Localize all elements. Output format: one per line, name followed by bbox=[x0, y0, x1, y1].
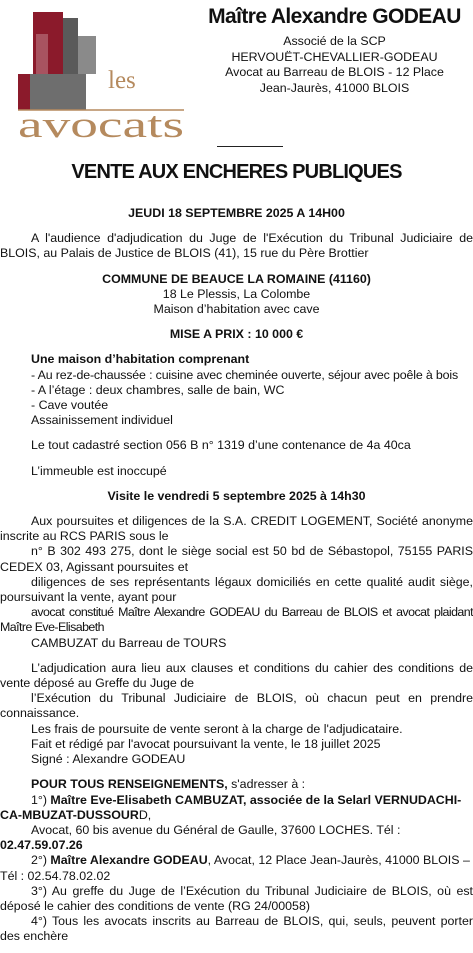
poursuites-p5: CAMBUZAT du Barreau de TOURS bbox=[31, 635, 227, 650]
description-heading: Une maison d’habitation comprenant bbox=[31, 352, 250, 367]
property-description bbox=[0, 352, 473, 478]
logo-word-les: les bbox=[108, 67, 136, 94]
contact-1 bbox=[0, 793, 473, 823]
conditions-p4: Fait et rédigé par l'avocat poursuivant la vente, le 18 juillet 2025 bbox=[31, 736, 381, 751]
property-address: 18 Le Plessis, La Colombe bbox=[162, 286, 311, 301]
starting-price: MISE A PRIX : 10 000 € bbox=[169, 327, 304, 342]
header-line-1: Associé de la SCP bbox=[283, 34, 386, 48]
contact-2-name: Maître Alexandre GODEAU bbox=[50, 853, 208, 868]
description-item: - A l’étage : deux chambres, salle de bain, WC bbox=[31, 382, 285, 397]
contact-3: 3°) Au greffe du Juge de l’Exécution du Tribunal Judiciaire de BLOIS, où est déposé le cahier des conditions de vente (RG 24/00058) bbox=[0, 883, 473, 913]
header-line-3: Avocat au Barreau de BLOIS - 12 Place bbox=[225, 65, 444, 79]
logo-light-bar bbox=[78, 36, 96, 74]
poursuites-p2: n° B 302 493 275, dont le siège social est 50 bd de Sébastopol, 75155 PARIS CEDEX 03, Agissant poursuites et bbox=[0, 544, 473, 574]
header-line-4: Jean-Jaurès, 41000 BLOIS bbox=[259, 80, 410, 95]
contact-1-number: 1°) bbox=[31, 792, 51, 807]
poursuites-p3: diligences de ses représentants légaux domiciliés en cette qualité audit siège, poursuivant la vente, ayant pour bbox=[0, 574, 473, 605]
conditions-p2: l’Exécution du Tribunal Judiciaire de BLOIS, où chacun peut en prendre connaissance. bbox=[0, 691, 473, 721]
cadastre-line: Le tout cadastré section 056 B n° 1319 d’une contenance de 4a 40ca bbox=[31, 438, 411, 453]
contact-1-suffix: D, bbox=[138, 807, 152, 822]
conditions-p3: Les frais de poursuite de vente seront à la charge de l'adjudicataire. bbox=[31, 721, 403, 736]
logo-word-avocats: avocats bbox=[18, 105, 184, 142]
header-line-2: HERVOUËT-CHEVALLIER-GODEAU bbox=[231, 49, 438, 64]
occupation-line: L’immeuble est inoccupé bbox=[31, 463, 167, 478]
renseignements-heading bbox=[0, 777, 473, 792]
property-type: Maison d’habitation avec cave bbox=[153, 302, 320, 317]
contact-1-name: Maître Eve-Elisabeth CAMBUZAT, associée de la Selarl VERNUDACHI-CA-MBUZAT-DUSSOUR bbox=[0, 792, 462, 822]
contact-2-number: 2°) bbox=[31, 853, 51, 868]
contact-2 bbox=[0, 853, 473, 883]
audience-paragraph: A l'audience d'adjudication du Juge de l'Exécution du Tribunal Judiciaire de BLOIS, au Palais de Justice de BLOIS (41), 15 rue du Père Brottier bbox=[0, 231, 473, 261]
visit-line: Visite le vendredi 5 septembre 2025 à 14h30 bbox=[107, 488, 366, 503]
divider bbox=[217, 146, 283, 147]
logo-gray-bar bbox=[63, 18, 78, 74]
description-item: - Cave voutée bbox=[31, 398, 109, 413]
notice-body bbox=[0, 206, 473, 945]
conditions-p1: L’adjudication aura lieu aux clauses et conditions du cahier des conditions de vente déposé au Greffe du Juge de bbox=[0, 660, 473, 691]
renseignements-title: POUR TOUS RENSEIGNEMENTS, bbox=[31, 777, 228, 792]
notice-title: VENTE AUX ENCHERES PUBLIQUES bbox=[71, 161, 402, 183]
conditions-p5: Signé : Alexandre GODEAU bbox=[31, 752, 186, 767]
description-item: Assainissement individuel bbox=[31, 413, 173, 428]
auction-date: JEUDI 18 SEPTEMBRE 2025 A 14H00 bbox=[128, 206, 345, 220]
contact-1-phone: 02.47.59.07.26 bbox=[0, 838, 83, 853]
contact-2-details: , Avocat, 12 Place Jean-Jaurès, 41000 BLOIS – Tél : 02.54.78.02.02 bbox=[0, 853, 470, 883]
contact-4: 4°) Tous les avocats inscrits au Barreau de BLOIS, qui, seuls, peuvent porter des enchère bbox=[0, 914, 473, 944]
commune-name: COMMUNE DE BEAUCE LA ROMAINE (41160) bbox=[102, 271, 371, 286]
contact-1-address bbox=[0, 823, 473, 853]
contact-1-address-text: Avocat, 60 bis avenue du Général de Gaulle, 37600 LOCHES. Tél : bbox=[31, 822, 401, 837]
les-avocats-logo bbox=[16, 6, 186, 142]
renseignements-suffix: s'adresser à : bbox=[227, 777, 306, 792]
poursuites-p1: Aux poursuites et diligences de la S.A. CREDIT LOGEMENT, Société anonyme inscrite au RCS PARIS sous le bbox=[0, 514, 473, 544]
description-item: - Au rez-de-chaussée : cuisine avec cheminée ouverte, séjour avec poêle à bois bbox=[31, 367, 459, 382]
lawyer-name: Maître Alexandre GODEAU bbox=[208, 5, 461, 28]
poursuites-p4: avocat constitué Maître Alexandre GODEAU du Barreau de BLOIS et avocat plaidant Maître Eve-Elisabeth bbox=[0, 605, 473, 635]
lawyer-header bbox=[196, 4, 473, 96]
